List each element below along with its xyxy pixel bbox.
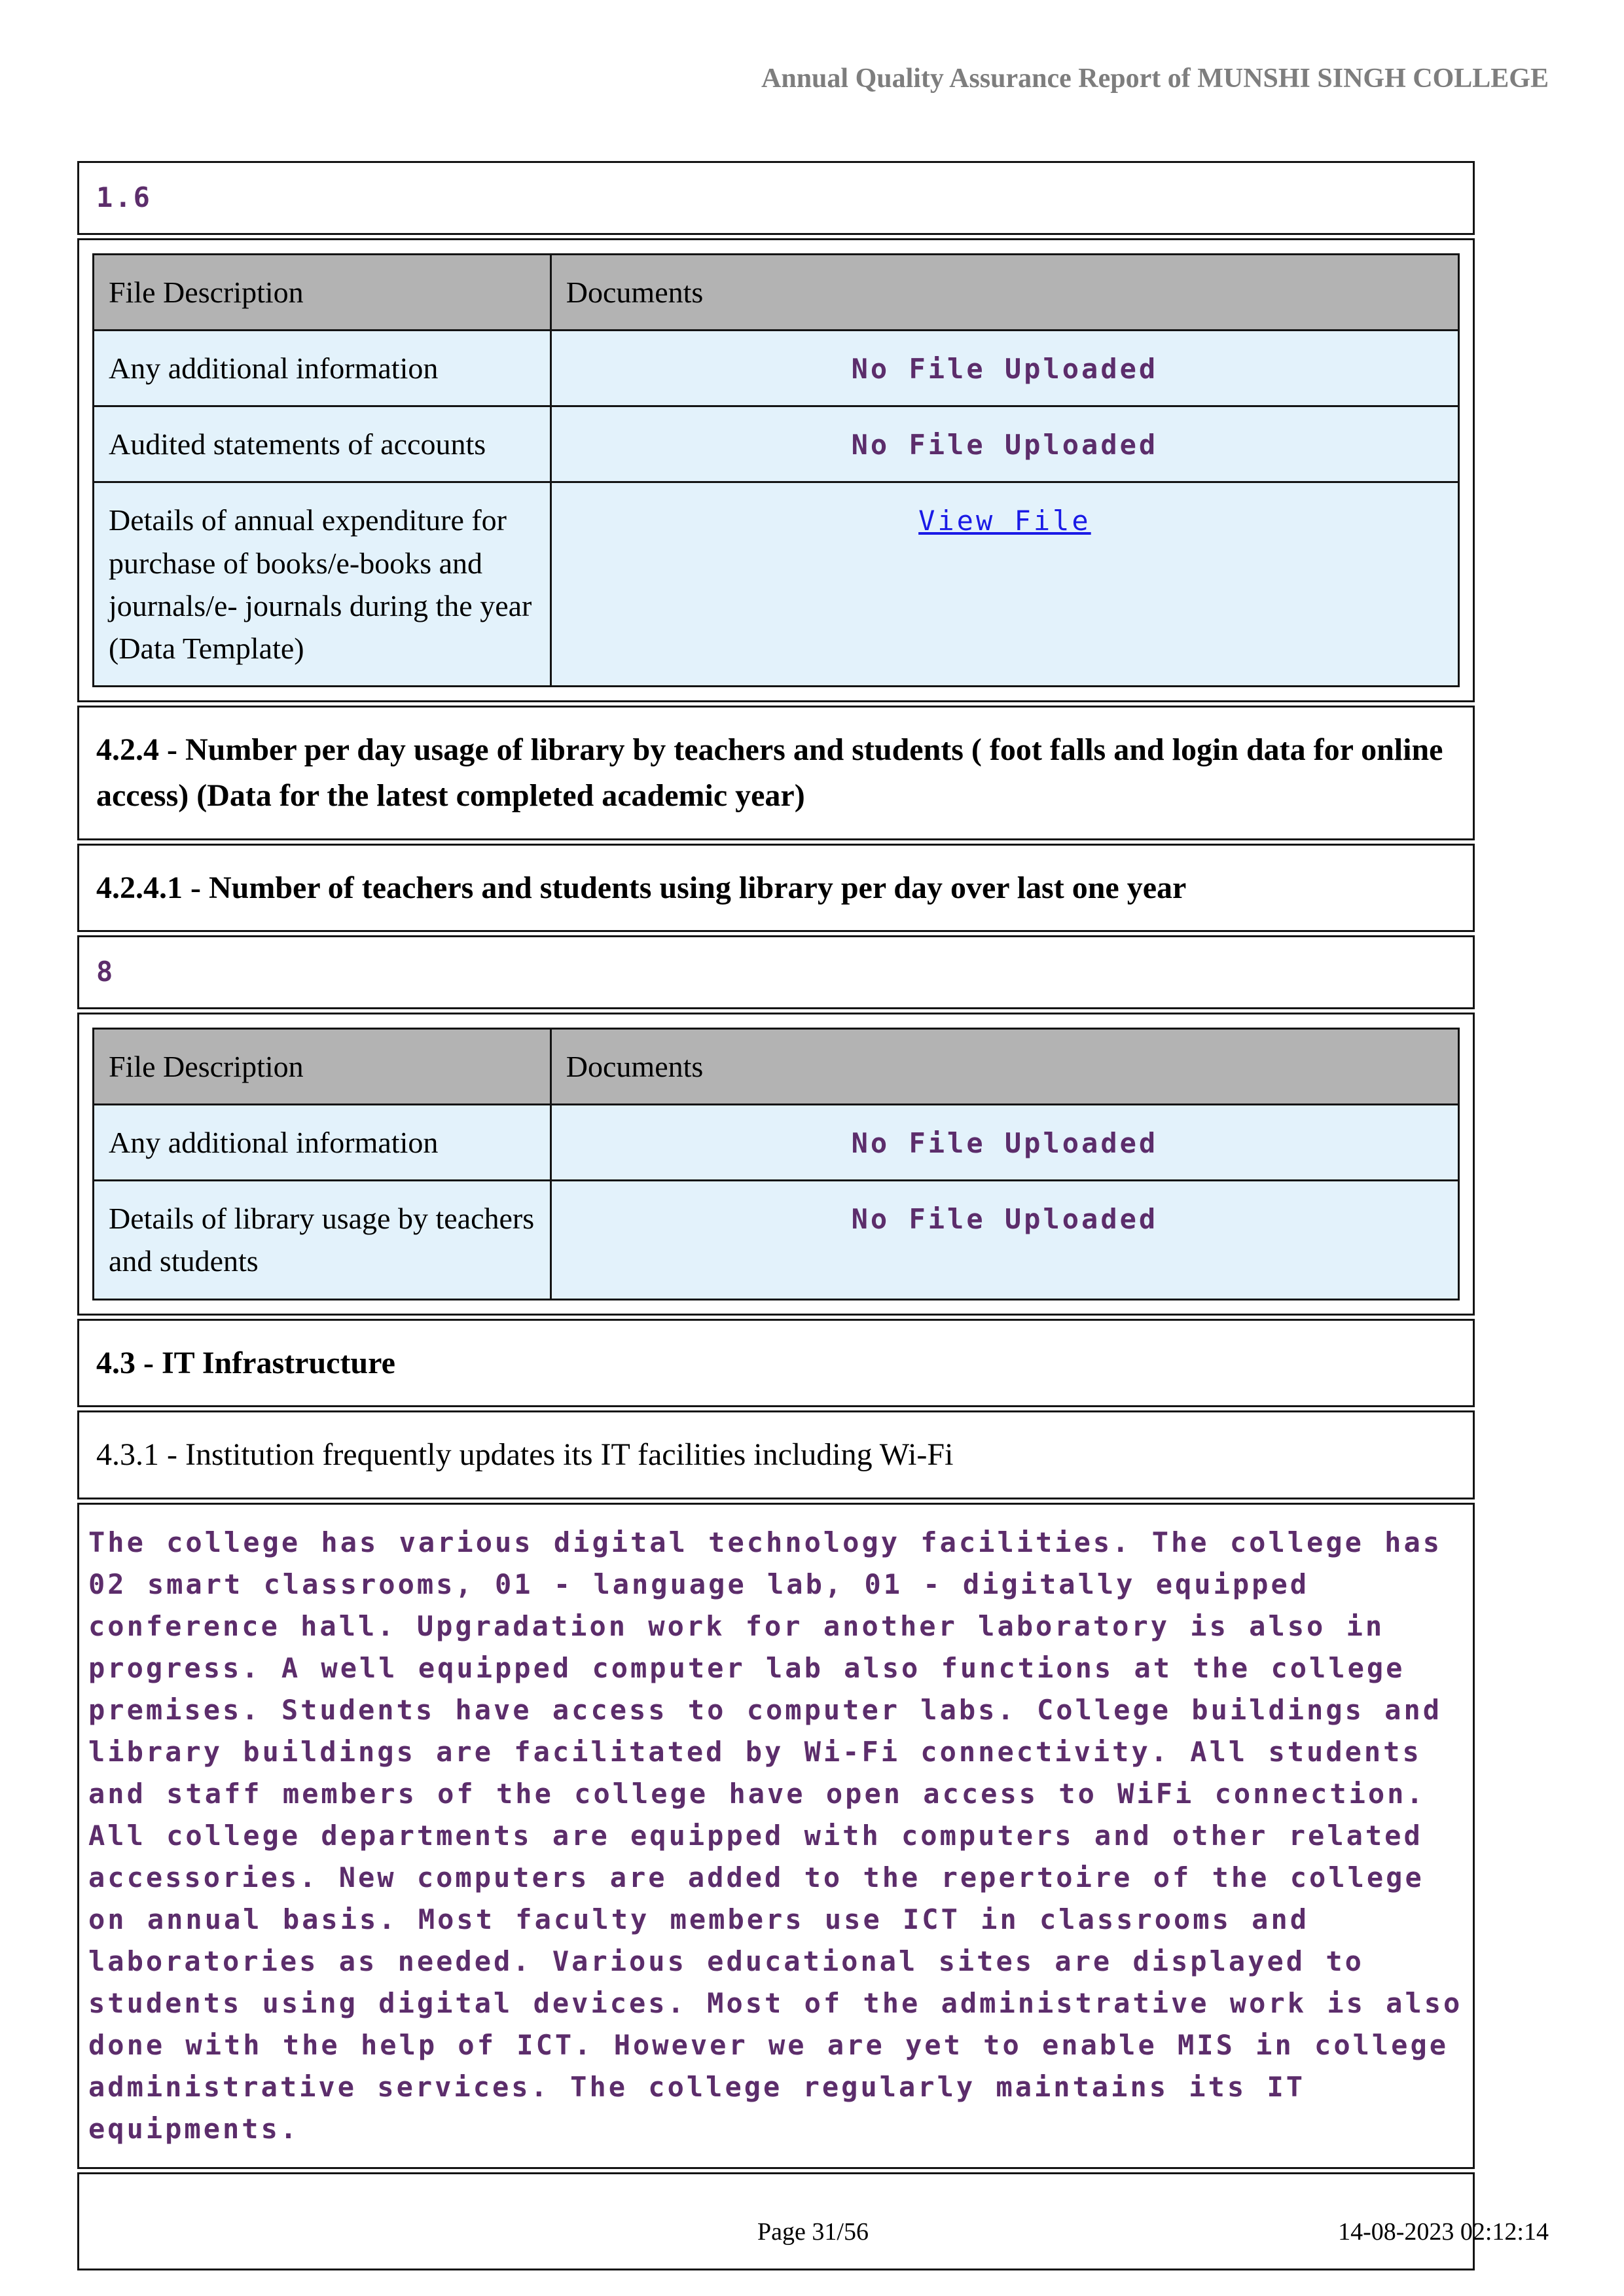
table-row <box>94 482 1459 687</box>
document-cell <box>550 330 1458 406</box>
row-label: Details of library usage by teachers and students <box>94 1181 551 1300</box>
section-box-file-table-2 <box>77 1013 1475 1316</box>
file-status: No File Uploaded <box>851 1203 1159 1236</box>
table-row <box>94 1181 1459 1300</box>
section-heading-4-3: 4.3 - IT Infrastructure <box>77 1319 1475 1408</box>
table-row <box>94 330 1459 406</box>
table-header-row <box>94 254 1459 330</box>
file-status: No File Uploaded <box>851 1126 1159 1159</box>
table-row <box>94 1104 1459 1180</box>
file-status: No File Uploaded <box>851 428 1159 461</box>
section-box-file-table-1 <box>77 238 1475 703</box>
row-label: Audited statements of accounts <box>94 406 551 482</box>
file-table-2 <box>92 1028 1460 1300</box>
page-header-title: Annual Quality Assurance Report of MUNSHI SINGH COLLEGE <box>761 63 1549 94</box>
document-cell <box>550 1104 1458 1180</box>
document-cell <box>550 482 1458 687</box>
file-status: No File Uploaded <box>851 352 1159 385</box>
page-content <box>77 161 1475 2274</box>
view-file-link[interactable]: View File <box>918 505 1091 537</box>
column-header-file-description: File Description <box>94 254 551 330</box>
footer-timestamp: 14-08-2023 02:12:14 <box>1338 2218 1549 2246</box>
table-row <box>94 406 1459 482</box>
row-label: Details of annual expenditure for purchase of books/e-books and journals/e- journals during the year (Data Template) <box>94 482 551 687</box>
column-header-documents: Documents <box>550 1028 1458 1104</box>
section-heading-4-2-4: 4.2.4 - Number per day usage of library by teachers and students ( foot falls and login data for online access) (Data for the latest completed academic year) <box>77 706 1475 840</box>
section-box-metric-code <box>77 161 1475 235</box>
page-footer <box>77 2217 1549 2257</box>
row-label: Any additional information <box>94 330 551 406</box>
page-number: Page 31/56 <box>757 2218 869 2246</box>
column-header-documents: Documents <box>550 254 1458 330</box>
row-label: Any additional information <box>94 1104 551 1180</box>
section-response-4-3-1: The college has various digital technology facilities. The college has 02 smart classrooms, 01 - language lab, 01 - digitally equipped conference hall. Upgradation work for another laboratory is also in progress. A well equipped computer lab also functions at the college premises. Students have access to computer labs. College buildings and library buildings are facilitated by Wi-Fi connectivity. All students and staff members of the college have open access to WiFi connection. All college departments are equipped with computers and other related accessories. New computers are added to the repertoire of the college on annual basis. Most faculty members use ICT in classrooms and laboratories as needed. Various educational sites are displayed to students using digital devices. Most of the administrative work is also done with the help of ICT. However we are yet to enable MIS in college administrative services. The college regularly maintains its IT equipments. <box>77 1503 1475 2169</box>
document-cell <box>550 1181 1458 1300</box>
metric-value: 8 <box>96 956 115 988</box>
section-heading-4-3-1: 4.3.1 - Institution frequently updates its IT facilities including Wi-Fi <box>77 1410 1475 1499</box>
document-cell <box>550 406 1458 482</box>
column-header-file-description: File Description <box>94 1028 551 1104</box>
section-heading-4-2-4-1: 4.2.4.1 - Number of teachers and students using library per day over last one year <box>77 844 1475 933</box>
metric-code-value: 1.6 <box>96 181 152 213</box>
section-box-value-4-2-4-1 <box>77 935 1475 1009</box>
file-table-1 <box>92 253 1460 688</box>
table-header-row <box>94 1028 1459 1104</box>
